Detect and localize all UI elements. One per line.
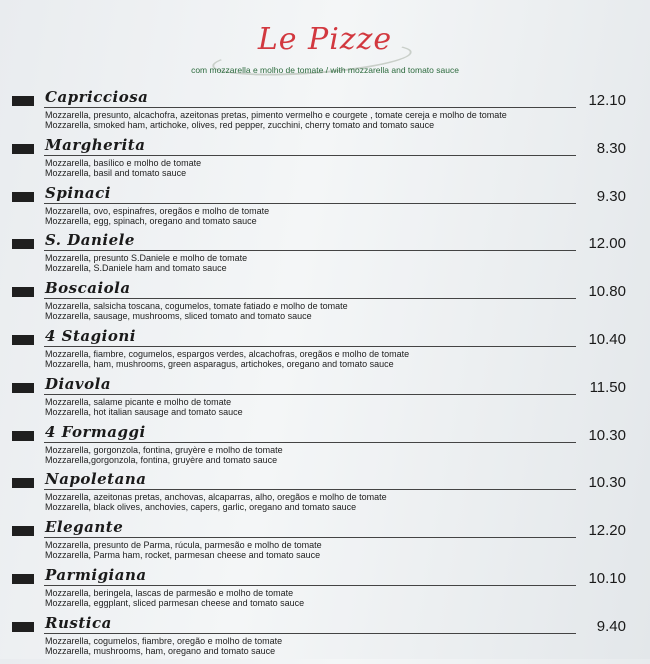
item-description-en: Mozzarella, basil and tomato sauce: [45, 167, 187, 178]
divider: [44, 633, 576, 634]
bullet-mark: [12, 192, 34, 202]
item-price: 12.20: [588, 522, 626, 540]
item-name: Spinaci: [45, 183, 111, 202]
item-price: 10.30: [588, 426, 626, 444]
bullet-mark: [12, 526, 34, 536]
item-price: 10.30: [588, 474, 626, 492]
item-price: 12.10: [588, 92, 626, 109]
divider: [44, 250, 576, 251]
menu-item: [0, 565, 650, 616]
bullet-mark: [12, 574, 34, 584]
item-description-en: Mozzarella, egg, spinach, oregano and tomato sauce: [45, 215, 257, 226]
menu-item: [0, 281, 650, 329]
bullet-mark: [12, 431, 34, 441]
item-description-pt: Mozzarella, presunto, alcachofra, azeitonas pretas, pimento vermelho e courgete , tomate cereja e molho de tomate: [45, 110, 507, 120]
item-description-en: Mozzarella, hot italian sausage and tomato sauce: [45, 406, 243, 417]
bullet-mark: [12, 335, 34, 345]
item-description-en: Mozzarella,gorgonzola, fontina, gruyère and tomato sauce: [45, 454, 278, 465]
item-description-pt: Mozzarella, salame picante e molho de tomate: [45, 396, 232, 407]
item-price: 10.40: [588, 330, 626, 348]
item-description-en: Mozzarella, Parma ham, rocket, parmesan cheese and tomato sauce: [45, 550, 321, 561]
divider: [44, 298, 576, 299]
bullet-mark: [12, 622, 34, 632]
item-description-pt: Mozzarella, ovo, espinafres, oregãos e molho de tomate: [45, 205, 270, 216]
menu-title: Le Pizze: [257, 22, 393, 57]
item-description-pt: Mozzarella, salsicha toscana, cogumelos, tomate fatiado e molho de tomate: [45, 301, 348, 312]
item-price: 12.00: [588, 235, 626, 253]
divider: [44, 107, 576, 108]
item-price: 9.40: [596, 617, 626, 635]
menu-item: [0, 374, 650, 425]
item-price: 11.50: [589, 378, 626, 396]
item-description-pt: Mozzarella, fiambre, cogumelos, espargos verdes, alcachofras, oregãos e molho de tomate: [45, 348, 410, 359]
divider: [44, 394, 576, 395]
bullet-mark: [12, 239, 34, 249]
divider: [44, 489, 576, 490]
item-description-pt: Mozzarella, azeitonas pretas, anchovas, alcaparras, alho, oregãos e molho de tomate: [45, 492, 387, 503]
item-name: 4 Formaggi: [45, 422, 146, 441]
divider: [44, 155, 576, 156]
item-price: 9.30: [596, 187, 626, 205]
bullet-mark: [12, 478, 34, 488]
menu-item: [0, 90, 650, 138]
item-description-pt: Mozzarella, beringela, lascas de parmesão e molho de tomate: [45, 587, 294, 598]
item-name: Napoletana: [45, 470, 147, 489]
item-name: S. Daniele: [45, 231, 135, 250]
item-price: 10.10: [588, 569, 626, 587]
menu-subtitle: com mozzarella e molho de tomate / with mozzarella and tomato sauce: [191, 65, 459, 75]
bullet-mark: [12, 383, 34, 393]
item-price: 10.80: [588, 283, 626, 301]
menu-item: [0, 233, 650, 281]
item-name: Diavola: [45, 374, 112, 393]
item-description-pt: Mozzarella, presunto S.Daniele e molho de tomate: [45, 253, 248, 264]
item-description-en: Mozzarella, ham, mushrooms, green asparagus, artichokes, oregano and tomato sauce: [45, 358, 394, 369]
item-description-pt: Mozzarella, gorgonzola, fontina, gruyère e molho de tomate: [45, 444, 283, 455]
item-description-en: Mozzarella, eggplant, sliced parmesan cheese and tomato sauce: [45, 597, 305, 608]
item-name: Margherita: [45, 135, 146, 154]
item-name: Boscaiola: [45, 279, 131, 298]
divider: [44, 346, 576, 347]
item-description-pt: Mozzarella, presunto de Parma, rúcula, parmesão e molho de tomate: [45, 540, 322, 551]
item-description-en: Mozzarella, sausage, mushrooms, sliced tomato and tomato sauce: [45, 311, 312, 322]
item-description-en: Mozzarella, black olives, anchovies, capers, garlic, oregano and tomato sauce: [45, 502, 357, 513]
menu-header: [0, 18, 650, 80]
bullet-mark: [12, 287, 34, 297]
divider: [44, 537, 576, 538]
pizza-list: [0, 90, 650, 664]
menu-item: [0, 613, 650, 664]
item-description-pt: Mozzarella, basílico e molho de tomate: [45, 157, 202, 168]
item-name: 4 Stagioni: [45, 326, 136, 345]
item-price: 8.30: [596, 139, 626, 157]
menu-item: [0, 326, 650, 377]
divider: [44, 585, 576, 586]
menu-item: [0, 422, 650, 473]
bullet-mark: [12, 144, 34, 154]
divider: [44, 442, 576, 443]
menu-item: [0, 520, 650, 568]
item-name: Parmigiana: [45, 565, 147, 584]
item-name: Capricciosa: [45, 88, 149, 106]
item-name: Rustica: [45, 613, 112, 632]
item-description-pt: Mozzarella, cogumelos, fiambre, oregão e molho de tomate: [45, 635, 283, 646]
menu-item: [0, 183, 650, 234]
menu-item: [0, 135, 650, 186]
item-description-en: Mozzarella, mushrooms, ham, oregano and tomato sauce: [45, 645, 276, 656]
bullet-mark: [12, 96, 34, 106]
item-description-en: Mozzarella, S.Daniele ham and tomato sauce: [45, 263, 227, 274]
divider: [44, 203, 576, 204]
item-name: Elegante: [45, 518, 124, 537]
item-description-en: Mozzarella, smoked ham, artichoke, olives, red pepper, zucchini, cherry tomato and tomato sauce: [45, 120, 435, 130]
menu-item: [0, 472, 650, 520]
